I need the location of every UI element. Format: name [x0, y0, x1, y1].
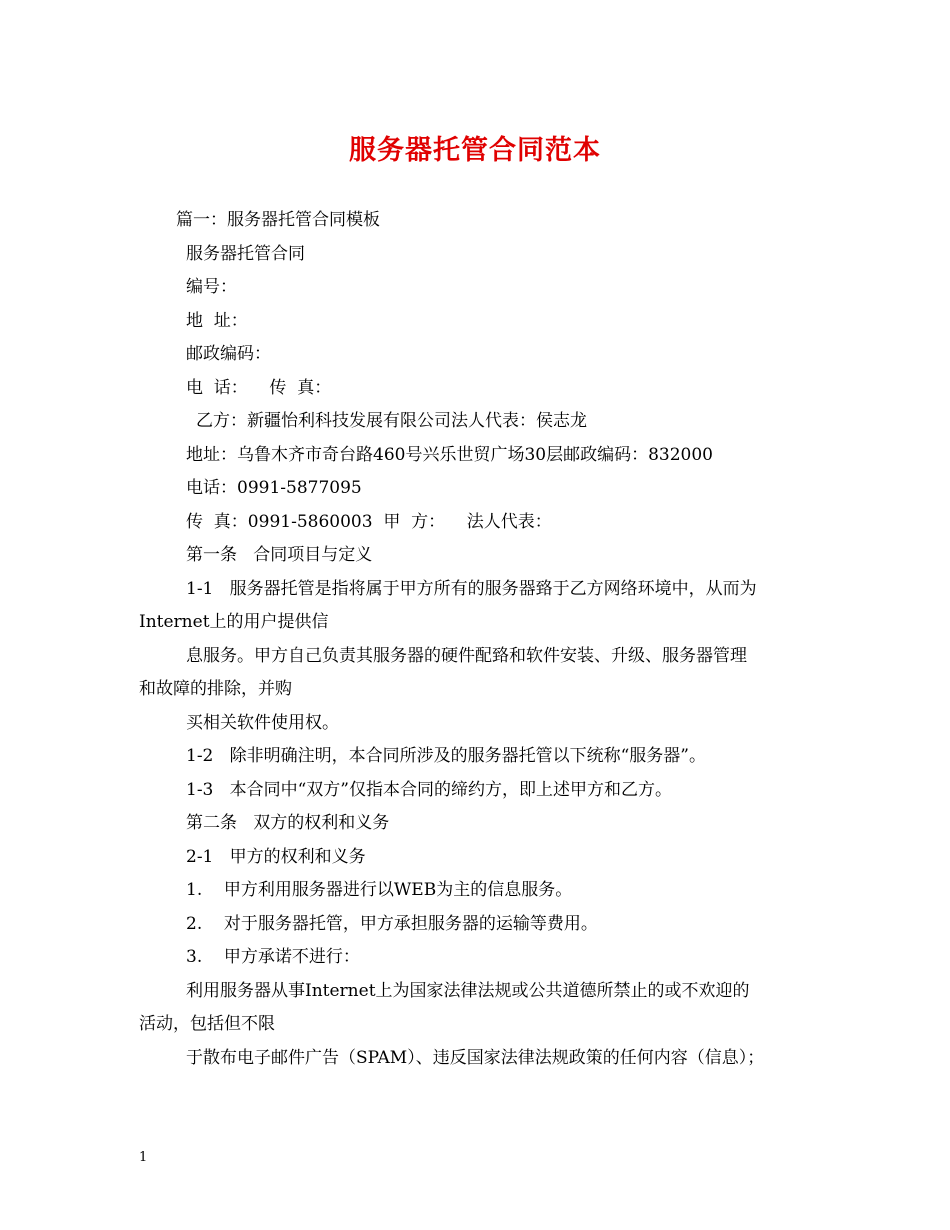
paragraph-line: 篇一：服务器托管合同模板: [176, 210, 380, 230]
paragraph-line: 3. 甲方承诺不进行：: [186, 947, 360, 967]
paragraph-line: 邮政编码：: [186, 344, 271, 364]
paragraph-line: 编号：: [186, 277, 237, 297]
paragraph-line: Internet上的用户提供信: [139, 612, 329, 632]
paragraph-line: 和故障的排除，并购: [139, 679, 292, 699]
paragraph-line: 地 址：: [186, 310, 248, 331]
paragraph-line: 传 真：0991-5860003 甲 方： 法人代表：: [186, 511, 552, 532]
paragraph-line: 买相关软件使用权。: [186, 712, 339, 733]
paragraph-line: 2. 对于服务器托管，甲方承担服务器的运输等费用。: [186, 913, 598, 934]
document-title: 服务器托管合同范本: [349, 135, 601, 166]
paragraph-line: 1. 甲方利用服务器进行以WEB为主的信息服务。: [186, 880, 573, 900]
paragraph-line: 息服务。甲方自己负责其服务器的硬件配臵和软件安装、升级、服务器管理: [186, 645, 747, 666]
paragraph-line: 2-1 甲方的权利和义务: [186, 846, 366, 867]
page-number: 1: [139, 1150, 148, 1165]
paragraph-line: 乙方：新疆怡利科技发展有限公司法人代表：侯志龙: [196, 411, 587, 431]
document-body: [139, 204, 819, 1075]
paragraph-line: 1-1 服务器托管是指将属于甲方所有的服务器臵于乙方网络环境中，从而为: [186, 578, 757, 599]
paragraph-line: 服务器托管合同: [186, 243, 305, 264]
paragraph-line: 1-2 除非明确注明，本合同所涉及的服务器托管以下统称“服务器”。: [186, 746, 706, 766]
paragraph-line: 地址：乌鲁木齐市奇台路460号兴乐世贸广场30层邮政编码：832000: [186, 444, 713, 465]
paragraph-line: 第二条 双方的权利和义务: [186, 813, 390, 833]
paragraph-line: 电话：0991-5877095: [186, 478, 362, 498]
paragraph-line: 第一条 合同项目与定义: [186, 545, 373, 565]
paragraph-line: 利用服务器从事Internet上为国家法律法规或公共道德所禁止的或不欢迎的: [186, 980, 750, 1001]
paragraph-line: 活动，包括但不限: [139, 1014, 275, 1034]
paragraph-line: 电 话： 传 真：: [186, 377, 332, 398]
paragraph-line: 于散布电子邮件广告（SPAM）、违反国家法律法规政策的任何内容（信息）；: [186, 1047, 765, 1068]
paragraph-line: 1-3 本合同中“双方”仅指本合同的缔约方，即上述甲方和乙方。: [186, 779, 672, 800]
